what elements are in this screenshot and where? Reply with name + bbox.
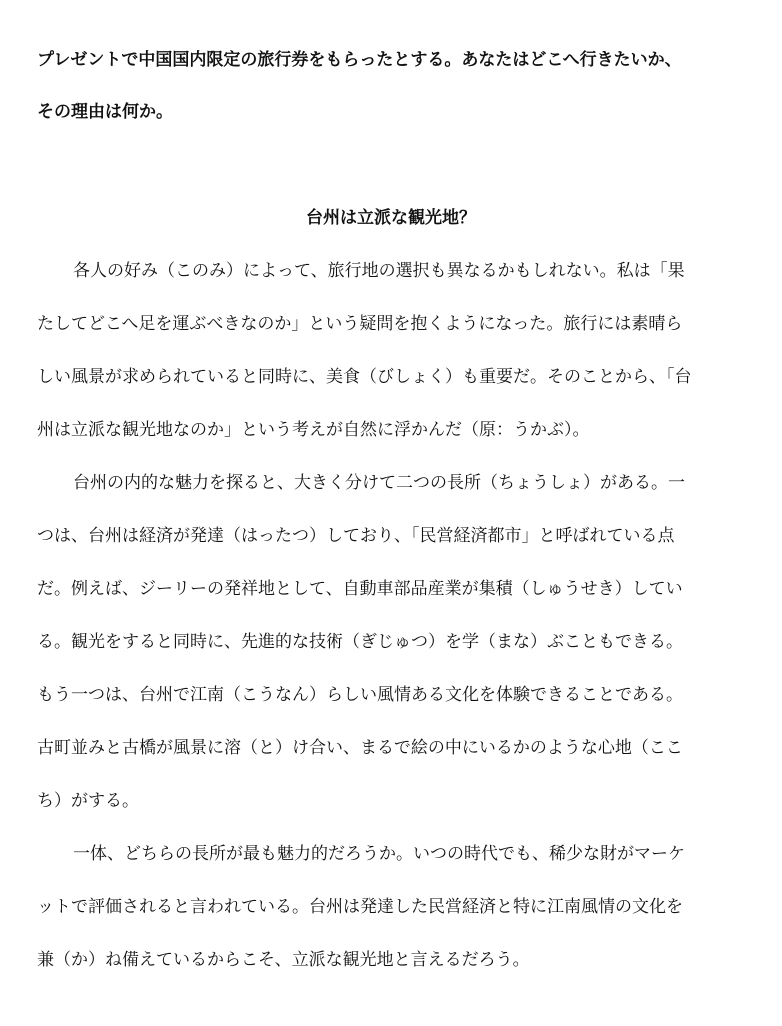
essay-line: 古町並みと古橋が風景に溶（と）け合い、まるで絵の中にいるかのような心地（ここ <box>37 738 683 758</box>
prompt-line-1: プレゼントで中国国内限定の旅行券をもらったとする。あなたはどこへ行きたいか、 <box>37 50 682 70</box>
essay-line: ットで評価されると言われている。台州は発達した民営経済と特に江南風情の文化を <box>37 897 683 917</box>
essay-line: だ。例えば、ジーリーの発祥地として、自動車部品産業が集積（しゅうせき）してい <box>37 579 683 599</box>
essay-line: 兼（か）ね備えているからこそ、立派な観光地と言えるだろう。 <box>37 950 530 970</box>
essay-line: ち）がする。 <box>37 791 139 811</box>
essay-line: 各人の好み（このみ）によって、旅行地の選択も異なるかもしれない。私は「果 <box>73 261 685 281</box>
essay-line: 一体、どちらの長所が最も魅力的だろうか。いつの時代でも、稀少な財がマーケ <box>73 844 685 864</box>
essay-line: つは、台州は経済が発達（はったつ）しており、「民営経済都市」と呼ばれている点 <box>37 526 675 546</box>
essay-line: たしてどこへ足を運ぶべきなのか」という疑問を抱くようになった。旅行には素晴ら <box>37 314 683 334</box>
prompt-line-2: その理由は何か。 <box>37 102 173 122</box>
essay-line: 台州の内的な魅力を探ると、大きく分けて二つの長所（ちょうしょ）がある。一 <box>73 473 685 493</box>
essay-line: 州は立派な観光地なのか」という考えが自然に浮かんだ（原：うかぶ）。 <box>37 420 590 440</box>
essay-line: もう一つは、台州で江南（こうなん）らしい風情ある文化を体験できることである。 <box>37 685 683 705</box>
essay-line: しい風景が求められていると同時に、美食（びしょく）も重要だ。そのことから、「台 <box>37 367 692 387</box>
essay-line: る。観光をすると同時に、先進的な技術（ぎじゅつ）を学（まな）ぶこともできる。 <box>37 632 683 652</box>
essay-title: 台州は立派な観光地？ <box>306 208 476 228</box>
